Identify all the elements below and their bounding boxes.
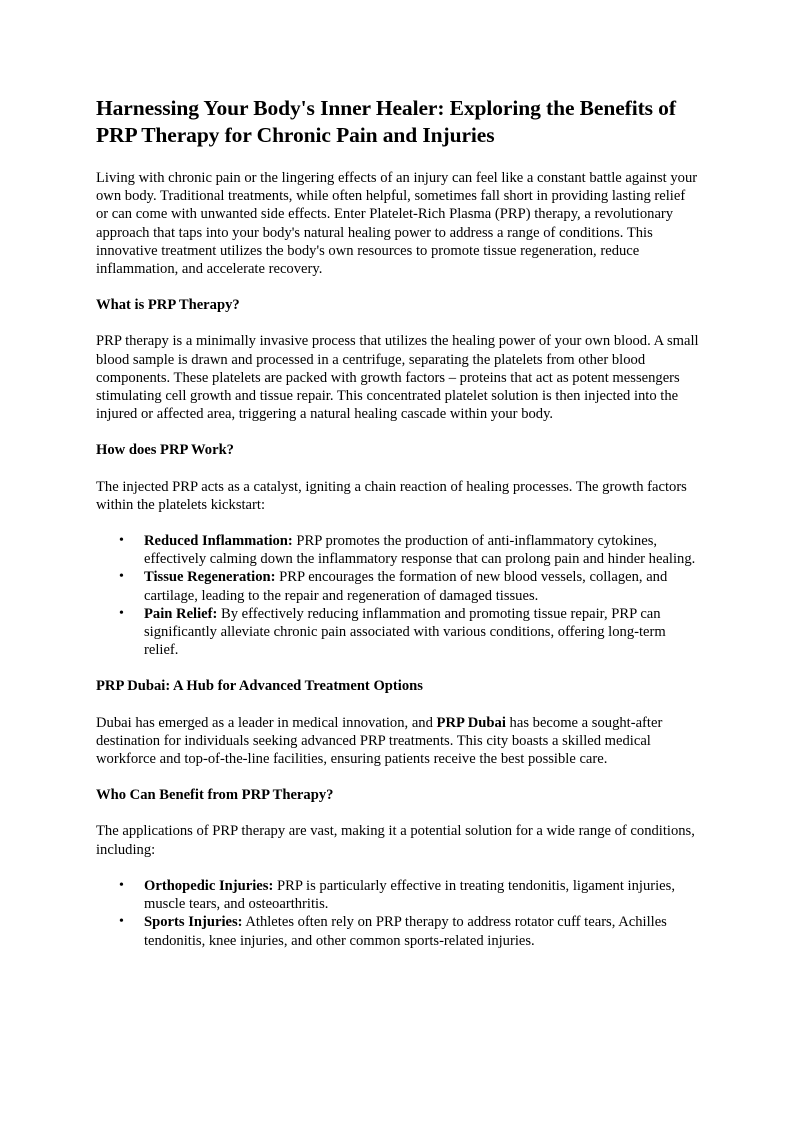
who-heading: Who Can Benefit from PRP Therapy? [96, 787, 334, 804]
list-item-text: PRP promotes the production of anti-inflammatory cytokines, effectively calming down the inflammatory response that can prolong pain and hinder healing. [144, 533, 696, 568]
prp-dubai-link-text: PRP Dubai [436, 714, 506, 731]
document-page [96, 95, 700, 968]
list-item-term: Pain Relief: [144, 605, 218, 622]
what-paragraph: PRP therapy is a minimally invasive process that utilizes the healing power of your own blood. A small blood sample is drawn and processed in a centrifuge, separating the platelets from other blood components. These platelets are packed with growth factors – proteins that act as potent messengers stimulating cell growth and tissue repair. This concentrated platelet solution is then injected into the injured or affected area, triggering a natural healing cascade within your body. [96, 333, 699, 423]
dubai-text-before: Dubai has emerged as a leader in medical innovation, and [96, 714, 437, 731]
dubai-paragraph [96, 714, 700, 769]
bullet-icon: • [119, 877, 124, 893]
list-item [96, 568, 700, 604]
list-item [96, 605, 700, 660]
list-item-term: Orthopedic Injuries: [144, 877, 274, 894]
list-item-term: Reduced Inflammation: [144, 533, 293, 550]
list-item-text: PRP is particularly effective in treating tendonitis, ligament injuries, muscle tears, and osteoarthritis. [144, 877, 675, 913]
list-item [96, 532, 700, 568]
bullet-icon: • [119, 914, 124, 930]
document-title: Harnessing Your Body's Inner Healer: Exploring the Benefits of PRP Therapy for Chronic Pain and Injuries [96, 96, 676, 147]
list-item [96, 913, 700, 949]
list-item [96, 877, 700, 913]
intro-paragraph: Living with chronic pain or the lingering effects of an injury can feel like a constant battle against your own body. Traditional treatments, while often helpful, sometimes fall short in providing lasting relief or can come with unwanted side effects. Enter Platelet-Rich Plasma (PRP) therapy, a revolutionary approach that taps into your body's natural healing power to address a range of conditions. This innovative treatment utilizes the body's own resources to promote tissue regeneration, reduce inflammation, and accelerate recovery. [96, 170, 698, 278]
list-item-term: Sports Injuries: [144, 914, 243, 931]
bullet-icon: • [119, 533, 124, 549]
bullet-icon: • [119, 569, 124, 585]
who-paragraph: The applications of PRP therapy are vast, making it a potential solution for a wide range of conditions, including: [96, 823, 695, 858]
list-item-term: Tissue Regeneration: [144, 569, 276, 586]
dubai-text-after: has become a sought-after destination for individuals seeking advanced PRP treatments. This city boasts a skilled medical workforce and top-of-the-line facilities, ensuring patients receive the best possible care. [96, 714, 663, 768]
how-heading: How does PRP Work? [96, 442, 234, 459]
how-benefits-list [96, 532, 700, 659]
how-paragraph: The injected PRP acts as a catalyst, igniting a chain reaction of healing processes. The growth factors within the platelets kickstart: [96, 478, 687, 513]
list-item-text: By effectively reducing inflammation and promoting tissue repair, PRP can significantly alleviate chronic pain associated with various conditions, offering long-term relief. [144, 605, 666, 659]
dubai-heading: PRP Dubai: A Hub for Advanced Treatment Options [96, 678, 423, 695]
who-conditions-list [96, 877, 700, 950]
list-item-text: PRP encourages the formation of new blood vessels, collagen, and cartilage, leading to the repair and regeneration of damaged tissues. [144, 569, 668, 604]
bullet-icon: • [119, 605, 124, 621]
list-item-text: Athletes often rely on PRP therapy to address rotator cuff tears, Achilles tendonitis, knee injuries, and other common sports-related injuries. [144, 914, 667, 949]
what-heading: What is PRP Therapy? [96, 297, 240, 314]
